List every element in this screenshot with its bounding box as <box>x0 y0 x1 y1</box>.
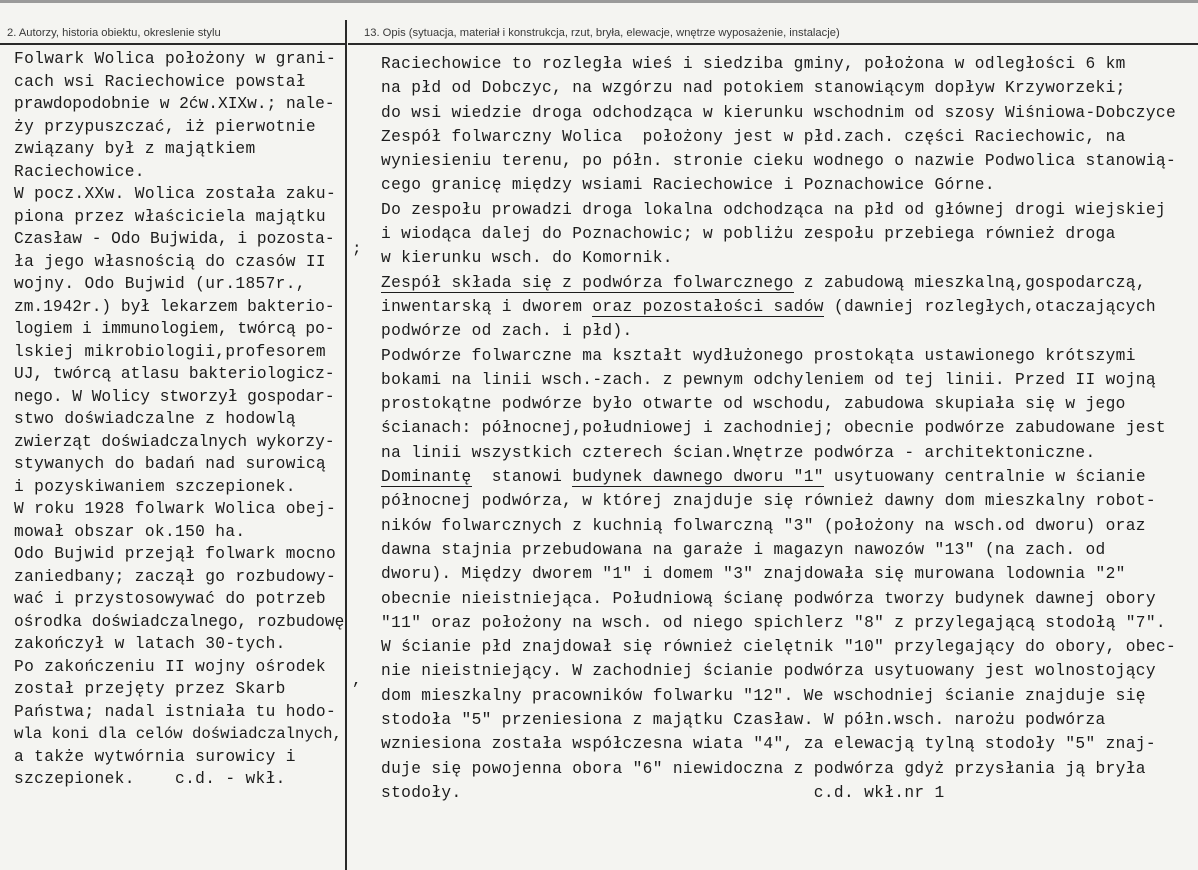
history-text-line: W pocz.XXw. Wolica została zaku- <box>14 185 337 203</box>
history-text-line: Raciechowice. <box>14 162 145 181</box>
description-text-line: do wsi wiedzie droga odchodząca w kierunku wschodnim od szosy Wiśniowa-Dobczyce <box>381 103 1177 122</box>
underlined-phrase: Dominantę <box>381 468 472 487</box>
description-text-line: w kierunku wsch. do Komornik. <box>381 249 673 268</box>
underlined-phrase: Zespół składa się z podwórza folwarcznego <box>381 273 794 292</box>
description-text-line: prostokątne podwórze było otwarte od wschodu, zabudowa skupiała się w jego <box>381 395 1126 414</box>
description-text-line: stodoły. c.d. wkł.nr 1 <box>381 783 945 802</box>
description-text-line: duje się powojenna obora "6" niewidoczna z podwórza gdyż przysłania ją bryła <box>381 759 1146 778</box>
history-text-line: związany był z majątkiem <box>14 140 256 158</box>
description-text-line: stodoła "5" przeniesiona z majątku Czasław. W półn.wsch. narożu podwórza <box>381 711 1106 730</box>
history-text-line: Państwa; nadal istniała tu hodo- <box>14 702 337 721</box>
history-text-line: ła jego własnością do czasów II <box>14 252 326 271</box>
history-text-line: logiem i immunologiem, twórcą po- <box>14 320 335 338</box>
description-text-line: "11" oraz położony na wsch. od niego spichlerz "8" z przylegającą stodołą "7". <box>381 613 1166 632</box>
description-text-line: ników folwarcznych z kuchnią folwarczną "3" (położony na wsch.od dworu) oraz <box>381 516 1146 535</box>
underlined-phrase: oraz pozostałości sadów <box>592 297 824 316</box>
left-heading-rule <box>0 43 345 45</box>
description-text-line: wyniesieniu terenu, po półn. stronie cieku wodnego o nazwie Podwolica stanowią- <box>381 152 1177 171</box>
history-text-line: wać i przystosowywać do potrzeb <box>14 590 326 608</box>
history-text-line: a także wytwórnia surowicy i <box>14 747 296 766</box>
history-text-line: szczepionek. c.d. - wkł. <box>14 770 286 788</box>
description-column <box>381 52 1193 805</box>
right-heading-rule <box>348 43 1198 45</box>
description-text-line: Do zespołu prowadzi droga lokalna odchodząca na płd od głównej drogi wiejskiej <box>381 200 1166 219</box>
description-text-line: dawna stajnia przebudowana na garaże i magazyn nawozów "13" (na zach. od <box>381 540 1106 559</box>
description-text-line: wzniesiona została współczesna wiata "4", za elewacją tylną stodoły "5" znaj- <box>381 735 1156 754</box>
history-text-line: cach wsi Raciechowice powstał <box>14 72 306 91</box>
margin-mark: ; <box>352 240 362 258</box>
column-divider <box>345 20 347 870</box>
history-text-line: piona przez właściciela majątku <box>14 207 326 226</box>
description-text-line: Dominantę stanowi budynek dawnego dworu "1" usytuowany centralnie w ścianie <box>381 468 1146 487</box>
history-text-line: ośrodka doświadczalnego, rozbudowę <box>14 612 345 631</box>
history-text-line: stwo doświadczalne z hodowlą <box>14 410 296 428</box>
top-edge <box>0 0 1198 3</box>
history-text-line: Folwark Wolica położony w grani- <box>14 50 337 68</box>
history-text-line: prawdopodobnie w 2ćw.XIXw.; nale- <box>14 95 335 113</box>
history-text-line: zm.1942r.) był lekarzem bakterio- <box>14 297 335 316</box>
history-text-line: stywanych do badań nad surowicą <box>14 455 326 473</box>
history-text-line: zaniedbany; zaczął go rozbudowy- <box>14 567 337 586</box>
description-text-line: na płd od Dobczyc, na wzgórzu nad potokiem stanowiącym dopływ Krzyworzeki; <box>381 79 1126 98</box>
description-text-line: dworu). Między dworem "1" i domem "3" znajdowała się murowana lodownia "2" <box>381 565 1126 584</box>
left-column-heading: 2. Autorzy, historia obiektu, okreslenie stylu <box>7 27 221 39</box>
description-text-line: i wiodąca dalej do Poznachowic; w pobliżu zespołu przebiega również droga <box>381 225 1116 244</box>
margin-mark: , <box>352 671 362 689</box>
description-text-line: cego granicę między wsiami Raciechowice i Poznachowice Górne. <box>381 176 995 195</box>
description-text-line: nie nieistniejący. W zachodniej ścianie podwórza usytuowany jest wolnostojący <box>381 662 1156 681</box>
history-text-line: Czasław - Odo Bujwida, i pozosta- <box>14 230 335 248</box>
description-text-line: na linii wszystkich czterech ścian.Wnętrze podwórza - architektoniczne. <box>381 443 1096 462</box>
description-text-line: Podwórze folwarczne ma kształt wydłużonego prostokąta ustawionego krótszymi <box>381 346 1136 365</box>
history-text-line: wojny. Odo Bujwid (ur.1857r., <box>14 275 306 293</box>
history-text-line: został przejęty przez Skarb <box>14 680 286 698</box>
description-text-line: ścianach: północnej,południowej i zachodniej; obecnie podwórze zabudowane jest <box>381 419 1166 438</box>
description-text-line: podwórze od zach. i płd). <box>381 322 633 341</box>
description-text-line: północnej podwórza, w której znajduje się również dawny dom mieszkalny robot- <box>381 492 1156 511</box>
description-text-line: bokami na linii wsch.-zach. z pewnym odchyleniem od tej linii. Przed II wojną <box>381 370 1156 389</box>
history-text-line: zakończył w latach 30-tych. <box>14 635 286 653</box>
history-text-line: wla koni dla celów doświadczalnych, <box>14 725 342 743</box>
history-text-line: ży przypuszczać, iż pierwotnie <box>14 117 316 136</box>
history-text-line: i pozyskiwaniem szczepionek. <box>14 477 296 496</box>
history-text-line: zwierząt doświadczalnych wykorzy- <box>14 432 335 451</box>
history-text-line: Odo Bujwid przejął folwark mocno <box>14 545 337 563</box>
description-text-line: Raciechowice to rozległa wieś i siedziba gminy, położona w odległości 6 km <box>381 55 1126 73</box>
description-text-line: Zespół folwarczny Wolica położony jest w płd.zach. części Raciechowic, na <box>381 127 1126 146</box>
history-text-line: W roku 1928 folwark Wolica obej- <box>14 500 337 518</box>
description-text-line: dom mieszkalny pracowników folwarku "12". We wschodniej ścianie znajduje się <box>381 686 1146 705</box>
history-text-line: nego. W Wolicy stworzył gospodar- <box>14 387 335 406</box>
history-column <box>14 48 344 791</box>
history-text-line: lskiej mikrobiologii,profesorem <box>14 342 326 361</box>
description-text-line: inwentarską i dworem oraz pozostałości sadów (dawniej rozległych,otaczających <box>381 297 1156 316</box>
history-text-line: UJ, twórcą atlasu bakteriologicz- <box>14 365 335 383</box>
history-text-line: mował obszar ok.150 ha. <box>14 522 246 541</box>
description-text-line: obecnie nieistniejąca. Południową ścianę podwórza tworzy budynek dawnej obory <box>381 589 1156 608</box>
history-text-line: Po zakończeniu II wojny ośrodek <box>14 657 326 676</box>
description-text-line: Zespół składa się z podwórza folwarcznego z zabudową mieszkalną,gospodarczą, <box>381 273 1146 292</box>
description-text-line: W ścianie płd znajdował się również cielętnik "10" przylegający do obory, obec- <box>381 638 1177 657</box>
right-column-heading: 13. Opis (sytuacja, materiał i konstrukcja, rzut, bryła, elewacje, wnętrze wyposażenie, instalacje) <box>364 27 840 39</box>
underlined-phrase: budynek dawnego dworu "1" <box>572 468 824 487</box>
